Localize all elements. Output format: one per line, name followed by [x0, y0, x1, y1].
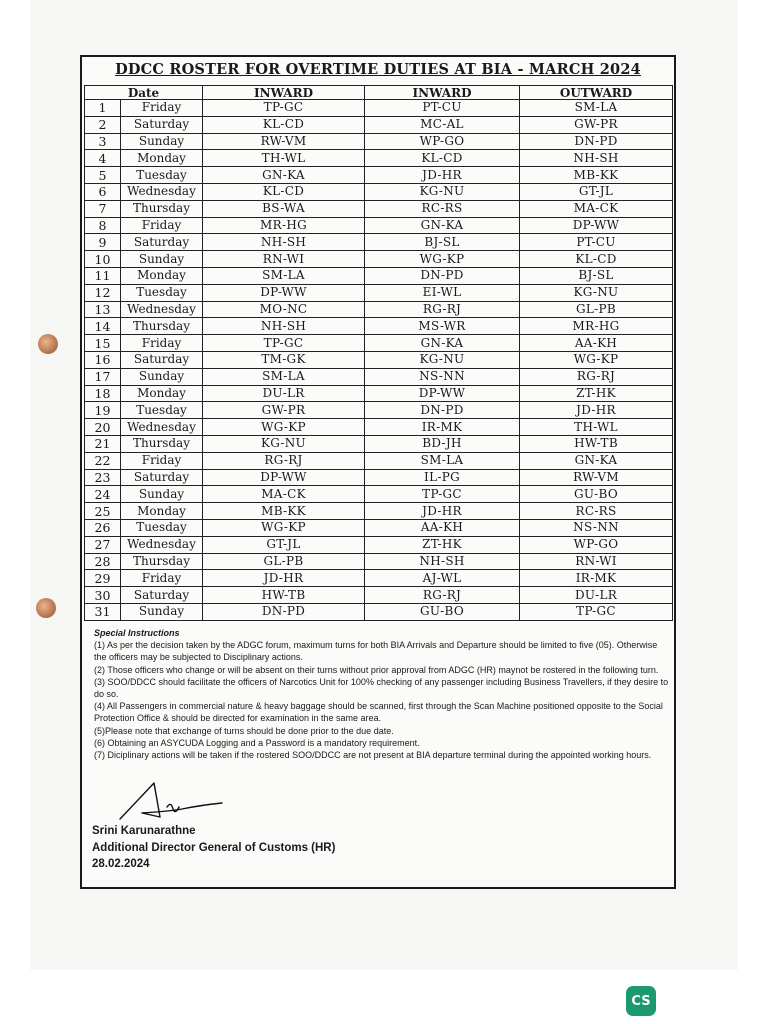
row-inward-1: DP-WW	[203, 469, 365, 486]
row-inward-2: DN-PD	[365, 402, 520, 419]
row-number: 30	[85, 587, 121, 604]
row-inward-1: KL-CD	[203, 183, 365, 200]
row-number: 2	[85, 116, 121, 133]
row-outward: RC-RS	[520, 503, 673, 520]
row-inward-2: AA-KH	[365, 519, 520, 536]
row-day: Sunday	[121, 368, 203, 385]
row-inward-2: BJ-SL	[365, 234, 520, 251]
row-inward-1: MB-KK	[203, 503, 365, 520]
row-outward: RW-VM	[520, 469, 673, 486]
row-inward-1: KG-NU	[203, 435, 365, 452]
row-inward-1: RG-RJ	[203, 452, 365, 469]
row-inward-2: GU-BO	[365, 603, 520, 620]
row-inward-1: MA-CK	[203, 486, 365, 503]
row-inward-2: MC-AL	[365, 116, 520, 133]
row-inward-2: DP-WW	[365, 385, 520, 402]
table-row	[85, 251, 673, 268]
row-number: 31	[85, 603, 121, 620]
row-outward: TP-GC	[520, 603, 673, 620]
row-outward: PT-CU	[520, 234, 673, 251]
instruction-item: (6) Obtaining an ASYCUDA Logging and a Password is a mandatory requirement.	[94, 737, 420, 748]
row-number: 12	[85, 284, 121, 301]
table-row	[85, 335, 673, 352]
row-day: Wednesday	[121, 419, 203, 436]
row-day: Monday	[121, 385, 203, 402]
row-inward-2: KG-NU	[365, 351, 520, 368]
row-number: 6	[85, 183, 121, 200]
row-day: Friday	[121, 452, 203, 469]
row-number: 10	[85, 251, 121, 268]
handwritten-signature	[112, 779, 252, 829]
table-row	[85, 503, 673, 520]
table-row	[85, 368, 673, 385]
row-inward-1: GT-JL	[203, 536, 365, 553]
row-inward-2: PT-CU	[365, 100, 520, 117]
row-number: 3	[85, 133, 121, 150]
row-inward-1: KL-CD	[203, 116, 365, 133]
camscanner-logo-icon: CS	[626, 986, 656, 1016]
row-day: Tuesday	[121, 519, 203, 536]
row-outward: SM-LA	[520, 100, 673, 117]
row-inward-2: DN-PD	[365, 267, 520, 284]
row-inward-1: WG-KP	[203, 519, 365, 536]
row-day: Monday	[121, 503, 203, 520]
table-row	[85, 469, 673, 486]
row-day: Sunday	[121, 133, 203, 150]
row-number: 8	[85, 217, 121, 234]
row-outward: DP-WW	[520, 217, 673, 234]
row-inward-2: NH-SH	[365, 553, 520, 570]
table-header-row	[85, 86, 673, 100]
row-number: 16	[85, 351, 121, 368]
row-number: 17	[85, 368, 121, 385]
row-inward-2: IL-PG	[365, 469, 520, 486]
row-outward: IR-MK	[520, 570, 673, 587]
row-inward-2: KG-NU	[365, 183, 520, 200]
row-outward: RN-WI	[520, 553, 673, 570]
table-row	[85, 183, 673, 200]
row-inward-1: NH-SH	[203, 318, 365, 335]
table-row	[85, 536, 673, 553]
punch-hole-top	[38, 334, 58, 354]
table-row	[85, 603, 673, 620]
row-number: 29	[85, 570, 121, 587]
row-inward-1: WG-KP	[203, 419, 365, 436]
row-day: Tuesday	[121, 402, 203, 419]
row-day: Sunday	[121, 603, 203, 620]
row-day: Sunday	[121, 486, 203, 503]
table-row	[85, 200, 673, 217]
row-number: 21	[85, 435, 121, 452]
table-row	[85, 318, 673, 335]
row-outward: WP-GO	[520, 536, 673, 553]
row-day: Thursday	[121, 318, 203, 335]
row-inward-2: GN-KA	[365, 335, 520, 352]
row-day: Thursday	[121, 200, 203, 217]
row-day: Wednesday	[121, 183, 203, 200]
table-row	[85, 402, 673, 419]
table-row	[85, 100, 673, 117]
row-number: 24	[85, 486, 121, 503]
table-row	[85, 234, 673, 251]
row-outward: NH-SH	[520, 150, 673, 167]
row-outward: GT-JL	[520, 183, 673, 200]
row-outward: KL-CD	[520, 251, 673, 268]
row-day: Saturday	[121, 587, 203, 604]
row-outward: HW-TB	[520, 435, 673, 452]
table-row	[85, 167, 673, 184]
row-number: 23	[85, 469, 121, 486]
row-inward-1: DN-PD	[203, 603, 365, 620]
row-inward-2: AJ-WL	[365, 570, 520, 587]
row-inward-1: RN-WI	[203, 251, 365, 268]
row-inward-1: HW-TB	[203, 587, 365, 604]
row-day: Monday	[121, 267, 203, 284]
table-row	[85, 587, 673, 604]
row-day: Friday	[121, 570, 203, 587]
row-day: Saturday	[121, 116, 203, 133]
instruction-item: (4) All Passengers in commercial nature & heavy baggage should be scanned, first through the Scan Machine positioned opposite to the Social Protection Office & should be directed for examination in the same area.	[94, 701, 663, 724]
document-title: DDCC ROSTER FOR OVERTIME DUTIES AT BIA - MARCH 2024	[115, 61, 641, 78]
instruction-item: (3) SOO/DDCC should facilitate the officers of Narcotics Unit for 100% checking of any passenger including Business Travellers, if they desire to do so.	[94, 676, 669, 700]
signed-date: 28.02.2024	[92, 858, 150, 870]
table-row	[85, 267, 673, 284]
table-row	[85, 519, 673, 536]
row-inward-1: GL-PB	[203, 553, 365, 570]
row-day: Thursday	[121, 435, 203, 452]
row-inward-2: RG-RJ	[365, 301, 520, 318]
row-inward-1: MR-HG	[203, 217, 365, 234]
row-inward-1: DU-LR	[203, 385, 365, 402]
row-outward: AA-KH	[520, 335, 673, 352]
row-outward: DN-PD	[520, 133, 673, 150]
row-number: 15	[85, 335, 121, 352]
row-inward-1: SM-LA	[203, 368, 365, 385]
row-inward-1: TM-GK	[203, 351, 365, 368]
row-outward: GU-BO	[520, 486, 673, 503]
row-number: 14	[85, 318, 121, 335]
row-inward-2: GN-KA	[365, 217, 520, 234]
instruction-item: (2) Those officers who change or will be absent on their turns without prior approval from ADGC (HR) maynot be rostered in the following turn.	[94, 664, 659, 675]
row-inward-2: RG-RJ	[365, 587, 520, 604]
row-inward-2: RC-RS	[365, 200, 520, 217]
row-day: Friday	[121, 335, 203, 352]
row-inward-2: KL-CD	[365, 150, 520, 167]
special-instructions	[94, 627, 669, 761]
row-day: Saturday	[121, 351, 203, 368]
table-row	[85, 385, 673, 402]
row-inward-2: JD-HR	[365, 503, 520, 520]
row-number: 19	[85, 402, 121, 419]
row-number: 7	[85, 200, 121, 217]
row-day: Wednesday	[121, 536, 203, 553]
row-outward: DU-LR	[520, 587, 673, 604]
row-number: 26	[85, 519, 121, 536]
row-outward: GW-PR	[520, 116, 673, 133]
row-day: Tuesday	[121, 167, 203, 184]
row-inward-2: EI-WL	[365, 284, 520, 301]
roster-body	[85, 100, 673, 621]
row-outward: MA-CK	[520, 200, 673, 217]
row-inward-2: WP-GO	[365, 133, 520, 150]
row-outward: WG-KP	[520, 351, 673, 368]
row-number: 13	[85, 301, 121, 318]
row-inward-2: BD-JH	[365, 435, 520, 452]
row-number: 18	[85, 385, 121, 402]
row-inward-1: NH-SH	[203, 234, 365, 251]
row-number: 28	[85, 553, 121, 570]
row-inward-2: NS-NN	[365, 368, 520, 385]
row-number: 1	[85, 100, 121, 117]
instruction-item: (7) Diciplinary actions will be taken if the rostered SOO/DDCC are not present at BIA departure terminal during the appointed working hours.	[94, 750, 652, 761]
row-number: 5	[85, 167, 121, 184]
row-outward: RG-RJ	[520, 368, 673, 385]
signer-position: Additional Director General of Customs (HR)	[92, 841, 336, 854]
table-row	[85, 217, 673, 234]
row-day: Friday	[121, 100, 203, 117]
row-inward-2: JD-HR	[365, 167, 520, 184]
row-inward-1: DP-WW	[203, 284, 365, 301]
signature-block	[92, 823, 492, 873]
row-outward: MR-HG	[520, 318, 673, 335]
row-inward-2: MS-WR	[365, 318, 520, 335]
row-day: Monday	[121, 150, 203, 167]
table-row	[85, 419, 673, 436]
table-row	[85, 116, 673, 133]
roster-table	[84, 85, 673, 621]
row-number: 9	[85, 234, 121, 251]
row-inward-1: BS-WA	[203, 200, 365, 217]
instructions-heading: Special Instructions	[94, 628, 180, 638]
signer-name: Srini Karunarathne	[92, 825, 196, 837]
row-day: Wednesday	[121, 301, 203, 318]
row-day: Thursday	[121, 553, 203, 570]
punch-hole-bottom	[36, 598, 56, 618]
row-inward-1: GW-PR	[203, 402, 365, 419]
table-row	[85, 486, 673, 503]
row-outward: GN-KA	[520, 452, 673, 469]
table-row	[85, 351, 673, 368]
row-day: Friday	[121, 217, 203, 234]
row-inward-2: TP-GC	[365, 486, 520, 503]
roster-document	[80, 55, 676, 889]
header-date: Date	[85, 86, 203, 100]
row-number: 4	[85, 150, 121, 167]
instruction-item: (5)Please note that exchange of turns should be done prior to the due date.	[94, 725, 394, 736]
row-day: Saturday	[121, 234, 203, 251]
row-number: 20	[85, 419, 121, 436]
row-day: Sunday	[121, 251, 203, 268]
instruction-item: (1) As per the decision taken by the ADGC forum, maximum turns for both BIA Arrivals and Departure should be limited to five (05). Otherwise the officers may be subjected to Disciplinary actions.	[94, 640, 658, 663]
row-outward: NS-NN	[520, 519, 673, 536]
row-day: Tuesday	[121, 284, 203, 301]
row-outward: GL-PB	[520, 301, 673, 318]
table-row	[85, 553, 673, 570]
table-row	[85, 150, 673, 167]
row-number: 11	[85, 267, 121, 284]
header-inward-2: INWARD	[365, 86, 520, 100]
header-inward-1: INWARD	[203, 86, 365, 100]
row-number: 25	[85, 503, 121, 520]
row-inward-1: TP-GC	[203, 335, 365, 352]
row-outward: MB-KK	[520, 167, 673, 184]
row-inward-2: ZT-HK	[365, 536, 520, 553]
header-outward: OUTWARD	[520, 86, 673, 100]
row-number: 22	[85, 452, 121, 469]
table-row	[85, 570, 673, 587]
row-day: Saturday	[121, 469, 203, 486]
table-row	[85, 435, 673, 452]
row-inward-1: MO-NC	[203, 301, 365, 318]
row-inward-1: TH-WL	[203, 150, 365, 167]
table-row	[85, 133, 673, 150]
row-inward-1: SM-LA	[203, 267, 365, 284]
row-outward: ZT-HK	[520, 385, 673, 402]
table-row	[85, 452, 673, 469]
row-inward-1: RW-VM	[203, 133, 365, 150]
row-inward-2: IR-MK	[365, 419, 520, 436]
row-inward-1: TP-GC	[203, 100, 365, 117]
row-inward-1: JD-HR	[203, 570, 365, 587]
row-outward: JD-HR	[520, 402, 673, 419]
row-inward-2: WG-KP	[365, 251, 520, 268]
table-row	[85, 301, 673, 318]
table-row	[85, 284, 673, 301]
row-inward-2: SM-LA	[365, 452, 520, 469]
row-outward: BJ-SL	[520, 267, 673, 284]
row-outward: KG-NU	[520, 284, 673, 301]
row-number: 27	[85, 536, 121, 553]
row-inward-1: GN-KA	[203, 167, 365, 184]
row-outward: TH-WL	[520, 419, 673, 436]
